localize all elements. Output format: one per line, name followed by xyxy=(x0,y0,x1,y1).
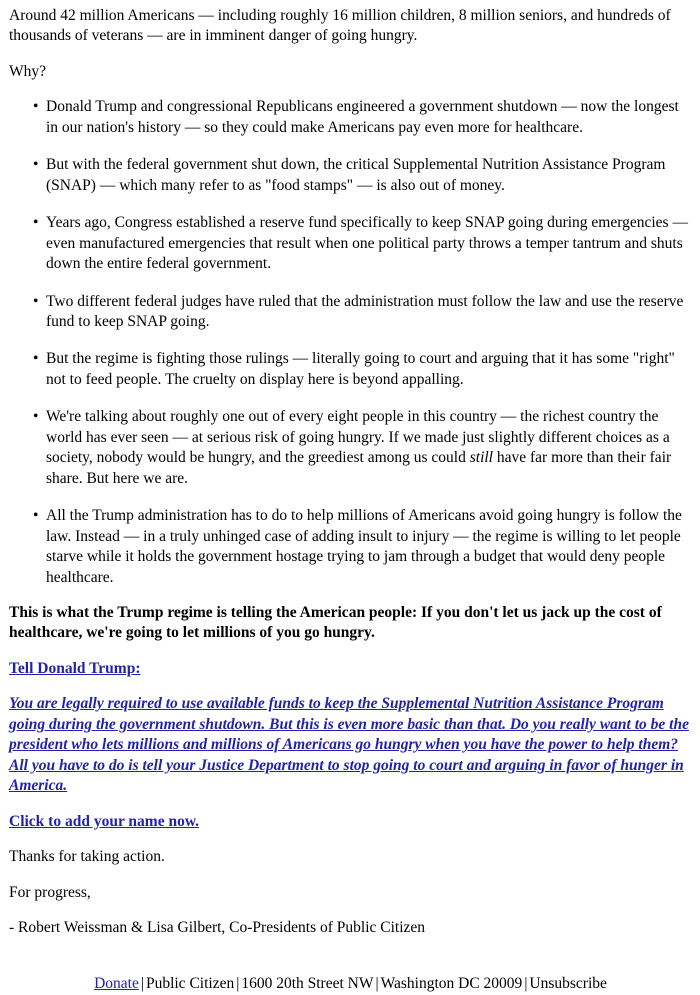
list-item xyxy=(9,155,692,196)
donate-link[interactable]: Donate xyxy=(94,975,139,993)
list-item-text: But with the federal government shut down, the critical Supplemental Nutrition Assistance Program (SNAP) — which many refer to as "food stamps" — is also out of money. xyxy=(46,156,666,194)
closing-line: For progress, xyxy=(9,883,91,901)
petition-body-link[interactable]: You are legally required to use available funds to keep the Supplemental Nutrition Assistance Program going during the government shutdown. But this is even more basic than that. Do you really want to be the president who lets millions and millions of Americans go hungry when you have the power to help them? All you have to do is tell your Justice Department to stop going to court and arguing in favor of hunger in America. xyxy=(9,695,689,795)
spacer xyxy=(9,868,692,883)
footer-separator-2: | xyxy=(236,975,240,993)
why-line: Why? xyxy=(9,62,47,80)
spacer xyxy=(9,679,692,694)
bullet-icon: • xyxy=(33,98,39,116)
tell-donald-trump-link[interactable]: Tell Donald Trump: xyxy=(9,659,141,677)
bullet-icon: • xyxy=(33,292,39,310)
signature-line: - Robert Weissman & Lisa Gilbert, Co-Presidents of Public Citizen xyxy=(9,918,426,936)
list-item-text-post: have far more than their fair share. But here we are. xyxy=(46,449,672,487)
spacer xyxy=(9,832,692,847)
footer-city-state-zip: Washington DC 20009 xyxy=(380,975,523,993)
tell-trump-heading xyxy=(9,659,692,679)
emphasis-still: still xyxy=(469,449,493,467)
add-your-name-link[interactable]: Click to add your name now. xyxy=(9,812,200,830)
list-item xyxy=(9,292,692,333)
lead-paragraph: Around 42 million Americans — including roughly 16 million children, 8 million seniors, and hundreds of thousands of veterans — are in imminent danger of going hungry. xyxy=(9,7,671,45)
bullet-icon: • xyxy=(33,350,39,368)
list-item-text: Years ago, Congress established a reserve fund specifically to keep SNAP going during emergencies — even manufactured emergencies that result when one political party throws a temper tantrum and shuts down the entire federal government. xyxy=(46,214,688,273)
bullet-icon: • xyxy=(33,214,39,232)
list-item-text: All the Trump administration has to do to help millions of Americans avoid going hungry is follow the law. Instead — in a truly unhinged case of adding insult to injury — the regime is willing to let people starve while it holds the government hostage trying to jam through a budget that would deny people healthcare. xyxy=(46,507,682,586)
spacer xyxy=(9,47,692,62)
footer-separator-4: | xyxy=(524,975,528,993)
spacer xyxy=(9,588,692,603)
footer-street: 1600 20th Street NW xyxy=(241,975,374,993)
footer-separator-3: | xyxy=(375,975,379,993)
footer xyxy=(9,974,692,994)
spacer xyxy=(9,644,692,659)
list-item xyxy=(9,506,692,588)
footer-organization: Public Citizen xyxy=(145,975,235,993)
spacer xyxy=(9,82,692,97)
list-item-text: But the regime is fighting those rulings — literally going to court and arguing that it has some "right" not to feed people. The cruelty on display here is beyond appalling. xyxy=(46,350,675,388)
list-item-text-pre: We're talking about roughly one out of every eight people in this country — the richest country the world has ever seen — at serious risk of going hungry. If we made just slightly different choices as a society, nobody would be hungry, and the greediest among us could xyxy=(46,408,670,467)
list-item-text: Donald Trump and congressional Republicans engineered a government shutdown — now the longest in our nation's history — so they could make Americans pay even more for healthcare. xyxy=(46,98,679,136)
cta-paragraph xyxy=(9,812,692,832)
list-item xyxy=(9,213,692,274)
list-item xyxy=(9,407,692,489)
list-item xyxy=(9,349,692,390)
thanks-line: Thanks for taking action. xyxy=(9,848,165,866)
spacer xyxy=(9,938,692,974)
list-item-text: Two different federal judges have ruled that the administration must follow the law and use the reserve fund to keep SNAP going. xyxy=(46,292,684,330)
bullet-icon: • xyxy=(33,507,39,525)
list-item xyxy=(9,97,692,138)
spacer xyxy=(9,797,692,812)
bullet-icon: • xyxy=(33,156,39,174)
bold-statement: This is what the Trump regime is telling the American people: If you don't let us jack up the cost of healthcare, we're going to let millions of you go hungry. xyxy=(9,603,662,642)
footer-separator-1: | xyxy=(140,975,144,993)
petition-paragraph xyxy=(9,694,692,796)
bullet-icon: • xyxy=(33,408,39,426)
argument-bullet-list xyxy=(9,97,692,588)
list-item-text xyxy=(46,407,692,489)
unsubscribe-label[interactable]: Unsubscribe xyxy=(529,975,607,993)
spacer xyxy=(9,903,692,918)
